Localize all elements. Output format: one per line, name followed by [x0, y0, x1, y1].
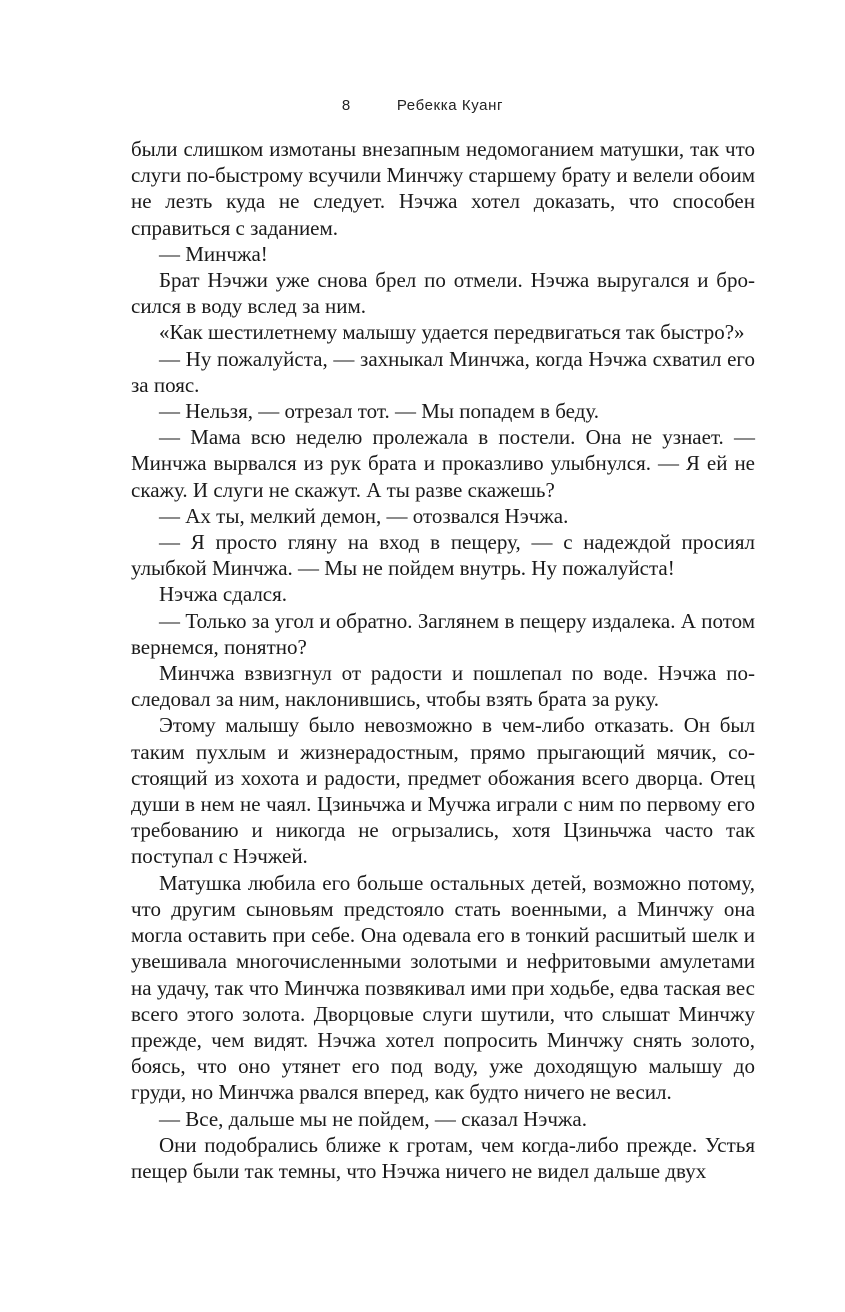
paragraph: Этому малышу было невозможно в чем-либо отказать. Он был таким пухлым и жизнерадостным, прямо прыгающий мячик, состоящий из хохота и радости, предмет обожания всего дворца. Отец души в нем не чаял. Цзиньчжа и Мучжа играли с ним по первому его требованию и никогда не огрызались, хотя Цзиньчжа часто так поступал с Нэчжей.: [131, 713, 755, 869]
author-name: Ребекка Куанг: [396, 97, 504, 114]
paragraph: Минчжа взвизгнул от радости и пошлепал по воде. Нэчжа последовал за ним, наклонившись, чтобы взять брата за руку.: [131, 661, 755, 712]
paragraph: — Нельзя, — отрезал тот. — Мы попадем в беду.: [159, 399, 600, 424]
paragraph: — Ну пожалуйста, — захныкал Минчжа, когда Нэчжа схватил его за пояс.: [131, 346, 755, 397]
paragraph: — Мама всю неделю пролежала в постели. Она не узнает. — Минчжа вырвался из рук брата и проказливо улыбнулся. — Я ей не скажу. И слуги не скажут. А ты разве скажешь?: [131, 425, 755, 502]
paragraph: — Я просто гляну на вход в пещеру, — с надеждой просиял улыбкой Минчжа. — Мы не пойдем внутрь. Ну пожалуйста!: [131, 530, 755, 581]
paragraph: — Минчжа!: [159, 241, 268, 266]
paragraph: — Все, дальше мы не пойдем, — сказал Нэчжа.: [159, 1106, 587, 1131]
page-number: 8: [341, 97, 351, 114]
body-text: [131, 136, 755, 1184]
paragraph: были слишком измотаны внезапным недомоганием матушки, так что слуги по-быстрому всучили Минчжу старшему брату и велели обоим не лезть куда не следует. Нэчжа хотел доказать, что способен справиться с заданием.: [131, 137, 755, 240]
paragraph: Матушка любила его больше остальных детей, возможно потому, что другим сыновьям предстояло стать военными, а Минчжу она могла оставить при себе. Она одевала его в тонкий расшитый шелк и увешивала многочисленными золотыми и нефритовыми амулетами на удачу, так что Минчжа позвякивал ими при ходьбе, едва таская вес всего этого золота. Дворцовые слуги шутили, что слышат Минчжу прежде, чем видят. Нэчжа хотел попросить Минчжу снять золото, боясь, что оно утянет его под воду, уже доходящую малышу до груди, но Минчжа рвался вперед, как будто ничего не весил.: [131, 870, 755, 1105]
paragraph: Они подобрались ближе к гротам, чем когда-либо прежде. Устья пещер были так темны, что Нэчжа ничего не видел дальше двух: [131, 1132, 755, 1183]
running-header: [0, 97, 845, 114]
paragraph: — Ах ты, мелкий демон, — отозвался Нэчжа.: [159, 503, 569, 528]
paragraph: — Только за угол и обратно. Заглянем в пещеру издалека. А потом вернемся, понятно?: [131, 608, 755, 659]
paragraph: Нэчжа сдался.: [159, 582, 288, 607]
paragraph: «Как шестилетнему малышу удается передвигаться так быстро?»: [159, 320, 745, 345]
paragraph: Брат Нэчжи уже снова брел по отмели. Нэчжа выругался и бросился в воду вслед за ним.: [131, 268, 755, 319]
